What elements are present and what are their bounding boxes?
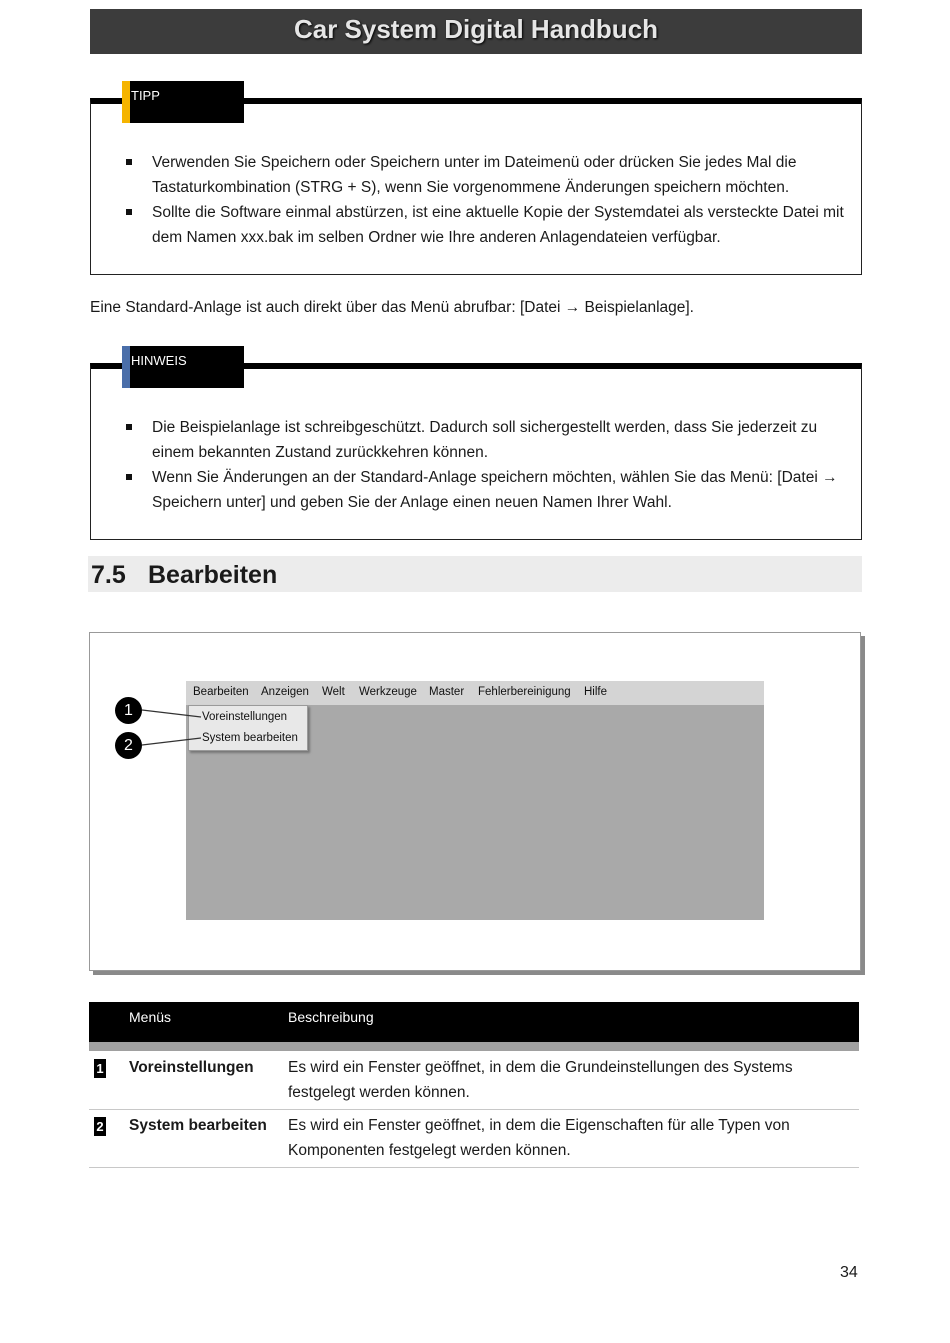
table-header-menus: Menüs <box>129 1009 172 1025</box>
callout-badge-2: 2 <box>115 732 142 759</box>
leader-line-2 <box>142 738 201 745</box>
tip-item: Verwenden Sie Speichern oder Speichern unter im Dateimenü oder drücken Sie jedes Mal die Tastaturkombination (STRG + S), wenn Sie vorgenommene Änderungen speichern möchten. <box>91 150 861 200</box>
menu-anzeigen[interactable]: Anzeigen <box>261 686 309 698</box>
table-separator <box>89 1042 859 1051</box>
table-header <box>89 1002 859 1042</box>
page-header-title: Car System Digital Handbuch <box>90 9 862 54</box>
note-label: HINWEIS <box>131 353 187 368</box>
menu-bearbeiten[interactable]: Bearbeiten <box>193 686 249 698</box>
note-box <box>90 363 862 540</box>
note-tab <box>122 346 244 388</box>
note-item: Wenn Sie Änderungen an der Standard-Anlage speichern möchten, wählen Sie das Menü: [Datei → Speichern unter] und geben Sie der Anlage einen neuen Namen Ihrer Wahl. <box>91 465 861 515</box>
menu-werkzeuge[interactable]: Werkzeuge <box>359 686 417 698</box>
tip-label: TIPP <box>131 88 160 103</box>
dropdown-item-system-bearbeiten[interactable]: System bearbeiten <box>202 732 298 744</box>
note-item: Die Beispielanlage ist schreibgeschützt. Dadurch soll sichergestellt werden, dass Sie jederzeit zu einem bekannten Zustand zurückkehren können. <box>91 415 861 465</box>
row-menu-name: System bearbeiten <box>129 1117 267 1134</box>
screenshot-figure <box>89 632 861 971</box>
section-heading <box>88 556 862 592</box>
menu-hilfe[interactable]: Hilfe <box>584 686 608 698</box>
row-description: Es wird ein Fenster geöffnet, in dem die Grundeinstellungen des Systems festgelegt werden können. <box>288 1059 793 1101</box>
tip-tab <box>122 81 244 123</box>
menu-master[interactable]: Master <box>429 686 465 698</box>
dropdown-item-voreinstellungen[interactable]: Voreinstellungen <box>202 711 288 723</box>
row-menu-name: Voreinstellungen <box>129 1059 254 1076</box>
table-row <box>89 1053 859 1110</box>
callout-leader-lines <box>90 633 860 970</box>
tip-box <box>90 98 862 275</box>
row-number: 2 <box>94 1117 106 1136</box>
leader-line-1 <box>142 710 201 717</box>
page-number: 34 <box>840 1264 858 1281</box>
table-header-beschreibung: Beschreibung <box>288 1009 374 1025</box>
section-title: Bearbeiten <box>148 561 278 589</box>
row-description: Es wird ein Fenster geöffnet, in dem die Eigenschaften für alle Typen von Komponenten festgelegt werden können. <box>288 1117 790 1159</box>
table-row <box>89 1111 859 1168</box>
callout-badge-1: 1 <box>115 697 142 724</box>
tip-item: Sollte die Software einmal abstürzen, ist eine aktuelle Kopie der Systemdatei als versteckte Datei mit dem Namen xxx.bak im selben Ordner wie Ihre anderen Anlagendateien verfügbar. <box>91 200 861 250</box>
note-accent <box>122 346 130 388</box>
menu-fehlerbereinigung[interactable]: Fehlerbereinigung <box>478 686 571 698</box>
section-number: 7.5 <box>91 561 126 589</box>
menu-welt[interactable]: Welt <box>322 686 345 698</box>
body-paragraph: Eine Standard-Anlage ist auch direkt über das Menü abrufbar: [Datei → Beispielanlage]. <box>90 299 694 316</box>
tip-accent <box>122 81 130 123</box>
row-number: 1 <box>94 1059 106 1078</box>
